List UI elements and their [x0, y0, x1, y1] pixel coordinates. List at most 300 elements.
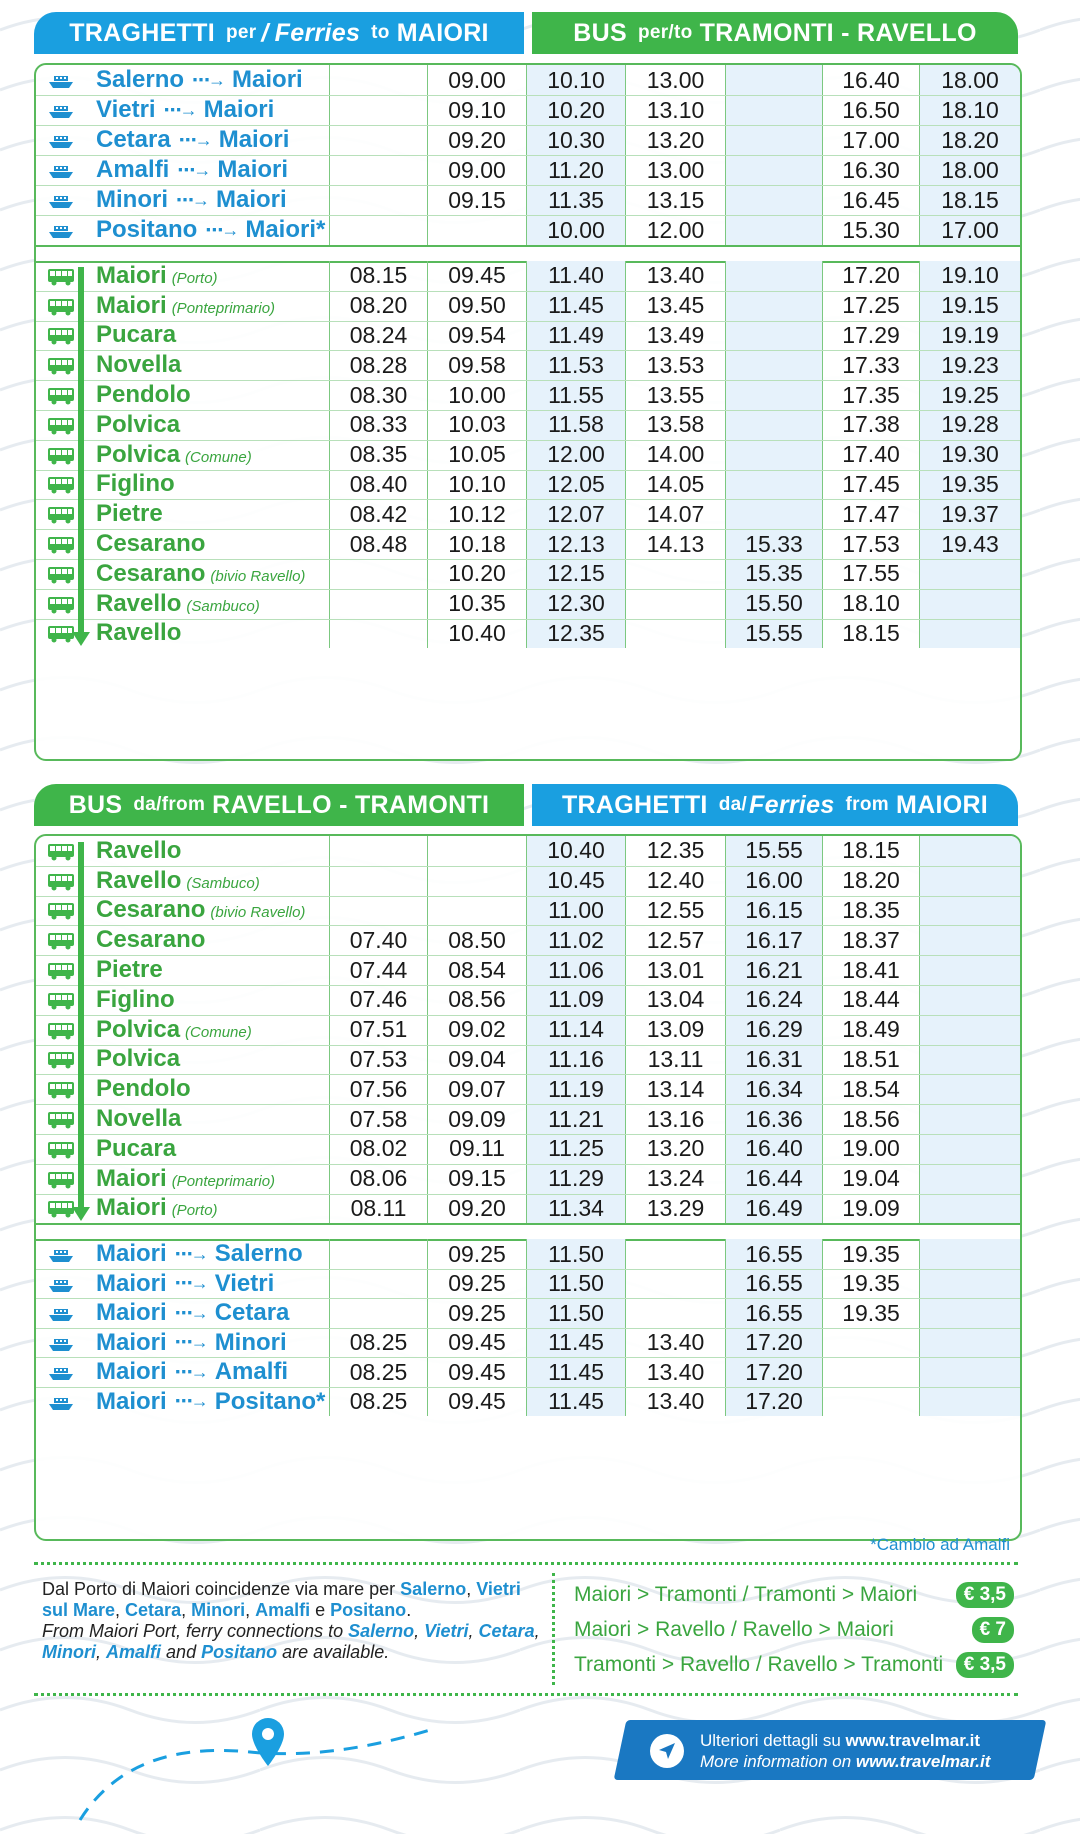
time-cell — [823, 1328, 920, 1358]
time-cell: 13.10 — [626, 95, 726, 125]
time-cell: 12.07 — [527, 499, 626, 529]
time-cell — [920, 896, 1020, 926]
time-cell: 13.00 — [626, 65, 726, 95]
time-cell — [726, 321, 823, 351]
time-cell: 09.02 — [428, 1015, 527, 1045]
time-cell: 08.25 — [330, 1357, 428, 1387]
time-cell: 16.29 — [726, 1015, 823, 1045]
time-cell: 19.00 — [823, 1134, 920, 1164]
bus-icon — [46, 900, 76, 920]
bus-icon — [46, 325, 76, 345]
bus-stop-row — [36, 261, 1020, 291]
bus-stop-row — [36, 410, 1020, 440]
time-cell: 12.13 — [527, 529, 626, 559]
time-cell: 08.28 — [330, 350, 428, 380]
destination-label: Maiori — [203, 96, 275, 123]
route-decoration — [70, 1700, 510, 1830]
time-cell: 07.51 — [330, 1015, 428, 1045]
time-cell — [726, 410, 823, 440]
destination-label: Maiori — [216, 186, 287, 213]
time-cell: 17.00 — [920, 215, 1020, 245]
time-cell: 09.20 — [428, 1194, 527, 1224]
bus-icon — [46, 594, 76, 614]
ferry-route-row — [36, 1328, 1020, 1358]
time-cell — [428, 215, 527, 245]
time-cell: 17.40 — [823, 440, 920, 470]
time-cell — [330, 65, 428, 95]
time-cell — [726, 155, 823, 185]
stop-detail: (Comune) — [185, 1023, 252, 1041]
time-cell: 11.40 — [527, 261, 626, 291]
time-cell: 19.09 — [823, 1194, 920, 1224]
time-cell: 07.53 — [330, 1045, 428, 1075]
time-cell — [626, 619, 726, 649]
stop-name: Pendolo — [96, 381, 191, 409]
bus-stop-row — [36, 350, 1020, 380]
route-arrow-icon: ⋯→ — [174, 1361, 207, 1382]
ferry-route-row — [36, 185, 1020, 215]
bus-icon — [46, 1109, 76, 1129]
time-cell: 08.40 — [330, 470, 428, 500]
origin-label: Maiori — [96, 1240, 167, 1268]
row-divider — [36, 1045, 1020, 1046]
stop-name: Ravello — [96, 836, 182, 864]
ferry-icon — [46, 1244, 76, 1264]
time-cell: 15.50 — [726, 589, 823, 619]
time-cell: 10.00 — [527, 215, 626, 245]
time-cell — [726, 470, 823, 500]
time-cell: 09.07 — [428, 1074, 527, 1104]
origin-label: Salerno — [96, 66, 185, 93]
route-name-cell — [36, 125, 330, 155]
time-cell: 18.41 — [823, 955, 920, 985]
bus-icon — [46, 1079, 76, 1099]
time-cell: 08.20 — [330, 291, 428, 321]
bus-icon — [46, 504, 76, 524]
bus-stop-row — [36, 529, 1020, 559]
time-cell: 17.45 — [823, 470, 920, 500]
time-cell: 08.56 — [428, 985, 527, 1015]
time-cell: 17.55 — [823, 559, 920, 589]
time-cell — [330, 589, 428, 619]
time-cell: 18.20 — [823, 866, 920, 896]
time-cell — [920, 1074, 1020, 1104]
row-divider — [36, 440, 1020, 441]
fare-row: Maiori > Tramonti / Tramonti > Maiori € 3,5 — [574, 1577, 1014, 1612]
time-cell: 13.20 — [626, 125, 726, 155]
route-name-cell — [36, 1387, 330, 1417]
time-cell: 19.35 — [823, 1298, 920, 1328]
ferry-icon — [46, 190, 76, 210]
bus-stop-row — [36, 321, 1020, 351]
time-cell: 17.33 — [823, 350, 920, 380]
time-cell — [920, 589, 1020, 619]
stop-name: Cesarano — [96, 926, 206, 954]
time-cell: 11.25 — [527, 1134, 626, 1164]
time-cell: 13.40 — [626, 261, 726, 291]
ferry-route-row — [36, 1387, 1020, 1417]
route-arrow-icon: ⋯→ — [176, 189, 208, 210]
time-cell: 11.45 — [527, 1357, 626, 1387]
bus-stop-row — [36, 380, 1020, 410]
time-cell: 11.53 — [527, 350, 626, 380]
row-divider — [36, 350, 1020, 351]
stop-name: Ravello — [96, 619, 182, 647]
time-cell: 19.28 — [920, 410, 1020, 440]
time-cell: 08.25 — [330, 1387, 428, 1417]
ferry-icon — [46, 130, 76, 150]
time-cell: 11.34 — [527, 1194, 626, 1224]
time-cell: 11.49 — [527, 321, 626, 351]
time-cell: 19.35 — [920, 470, 1020, 500]
row-divider — [36, 380, 1020, 381]
route-name-cell — [36, 1239, 330, 1269]
time-cell: 11.29 — [527, 1164, 626, 1194]
time-cell — [330, 619, 428, 649]
row-divider — [36, 185, 1020, 186]
time-cell: 08.02 — [330, 1134, 428, 1164]
time-cell: 12.00 — [527, 440, 626, 470]
fare-price: € 3,5 — [956, 1652, 1014, 1678]
route-arrow-icon: ⋯→ — [174, 1273, 207, 1294]
row-divider — [36, 1387, 1020, 1388]
time-cell: 11.45 — [527, 1387, 626, 1417]
route-arrow-icon: ⋯→ — [177, 159, 210, 180]
time-cell: 14.13 — [626, 529, 726, 559]
row-divider — [36, 321, 1020, 322]
time-cell: 09.15 — [428, 185, 527, 215]
time-cell: 08.24 — [330, 321, 428, 351]
time-cell: 19.15 — [920, 291, 1020, 321]
bus-icon — [46, 1020, 76, 1040]
time-cell: 10.18 — [428, 529, 527, 559]
stop-name: Pietre — [96, 956, 163, 984]
time-cell: 12.57 — [626, 925, 726, 955]
bus-icon — [46, 930, 76, 950]
time-cell: 17.53 — [823, 529, 920, 559]
time-cell: 17.00 — [823, 125, 920, 155]
stop-name: Cesarano — [96, 530, 206, 558]
ferry-icon — [46, 100, 76, 120]
time-cell: 10.20 — [428, 559, 527, 589]
bus-stop-row — [36, 499, 1020, 529]
time-cell: 09.11 — [428, 1134, 527, 1164]
bus-icon — [46, 266, 76, 286]
time-cell: 10.00 — [428, 380, 527, 410]
timetable-return — [34, 834, 1022, 1541]
time-cell — [330, 559, 428, 589]
bus-stop-row — [36, 619, 1020, 649]
route-name-cell — [36, 1328, 330, 1358]
row-divider — [36, 1328, 1020, 1329]
time-cell — [626, 1269, 726, 1299]
origin-label: Amalfi — [96, 156, 170, 183]
time-cell: 15.35 — [726, 559, 823, 589]
stop-detail: (Sambuco) — [186, 874, 260, 892]
time-cell: 16.36 — [726, 1104, 823, 1134]
time-cell: 19.25 — [920, 380, 1020, 410]
time-cell: 13.15 — [626, 185, 726, 215]
row-divider — [36, 470, 1020, 471]
origin-label: Maiori — [96, 1328, 167, 1356]
time-cell — [726, 65, 823, 95]
time-cell: 13.04 — [626, 985, 726, 1015]
time-cell — [330, 155, 428, 185]
ferry-route-row — [36, 1239, 1020, 1269]
bus-icon — [46, 1049, 76, 1069]
time-cell: 18.56 — [823, 1104, 920, 1134]
stop-name: Polvica (Comune) — [96, 1015, 252, 1043]
time-cell: 18.37 — [823, 925, 920, 955]
time-cell: 11.58 — [527, 410, 626, 440]
bus-stop-row — [36, 1015, 1020, 1045]
bus-stop-row — [36, 589, 1020, 619]
ferry-route-row — [36, 1357, 1020, 1387]
stop-name: Maiori (Ponteprimario) — [96, 1164, 276, 1192]
website-banner-content[interactable]: Ulteriori dettagli su www.travelmar.it More information on www.travelmar.it — [650, 1724, 1030, 1778]
row-divider — [36, 1298, 1020, 1299]
bus-icon — [46, 960, 76, 980]
time-cell: 08.54 — [428, 955, 527, 985]
header-ferries-to-maiori: TRAGHETTI per / Ferries to MAIORI — [34, 12, 524, 54]
time-cell: 13.55 — [626, 380, 726, 410]
time-cell: 17.38 — [823, 410, 920, 440]
bus-stop-row — [36, 896, 1020, 926]
time-cell: 18.49 — [823, 1015, 920, 1045]
ferry-icon — [46, 1303, 76, 1323]
time-cell — [626, 1298, 726, 1328]
time-cell: 13.01 — [626, 955, 726, 985]
time-cell: 07.44 — [330, 955, 428, 985]
time-cell — [726, 261, 823, 291]
website-link: www.travelmar.it — [845, 1731, 980, 1750]
time-cell: 19.23 — [920, 350, 1020, 380]
bus-icon — [46, 1139, 76, 1159]
stop-name: Pendolo — [96, 1075, 191, 1103]
ferry-route-row — [36, 95, 1020, 125]
row-divider — [36, 1015, 1020, 1016]
time-cell: 16.55 — [726, 1298, 823, 1328]
ferry-route-row — [36, 215, 1020, 245]
route-name-cell — [36, 155, 330, 185]
time-cell: 10.12 — [428, 499, 527, 529]
connections-text: Dal Porto di Maiori coincidenze via mare per Salerno, Vietri sul Mare, Cetara, Minori, Amalfi e Positano. From Maiori Port, ferry connections to Salerno, Vietri, Cetara, Minori, Amalfi and Positano are available. — [42, 1579, 540, 1662]
time-cell: 14.05 — [626, 470, 726, 500]
bus-stop-row — [36, 1045, 1020, 1075]
time-cell: 11.02 — [527, 925, 626, 955]
row-divider — [36, 291, 1020, 292]
stop-name: Figlino — [96, 470, 175, 498]
time-cell: 13.24 — [626, 1164, 726, 1194]
ferry-icon — [46, 1392, 76, 1412]
destination-label: Positano* — [214, 1387, 326, 1415]
time-cell: 10.03 — [428, 410, 527, 440]
time-cell — [920, 1239, 1020, 1269]
time-cell — [920, 1269, 1020, 1299]
time-cell — [726, 380, 823, 410]
route-name-cell — [36, 185, 330, 215]
time-cell: 13.29 — [626, 1194, 726, 1224]
time-cell: 09.45 — [428, 261, 527, 291]
ferry-icon — [46, 1362, 76, 1382]
time-cell — [823, 1357, 920, 1387]
time-cell: 11.50 — [527, 1269, 626, 1299]
ferry-icon — [46, 1333, 76, 1353]
time-cell: 09.25 — [428, 1269, 527, 1299]
time-cell: 18.54 — [823, 1074, 920, 1104]
time-cell: 16.45 — [823, 185, 920, 215]
time-cell: 17.25 — [823, 291, 920, 321]
time-cell — [726, 95, 823, 125]
origin-label: Maiori — [96, 1387, 167, 1415]
time-cell: 12.40 — [626, 866, 726, 896]
origin-label: Vietri — [96, 96, 156, 123]
time-cell: 16.55 — [726, 1239, 823, 1269]
time-cell — [626, 1239, 726, 1269]
row-divider — [36, 529, 1020, 530]
footnote: *Cambio ad Amalfi — [870, 1535, 1010, 1554]
stop-name: Figlino — [96, 985, 175, 1013]
time-cell: 07.46 — [330, 985, 428, 1015]
timetable-outbound — [34, 63, 1022, 761]
time-cell: 13.14 — [626, 1074, 726, 1104]
ferry-route-row — [36, 155, 1020, 185]
time-cell — [920, 619, 1020, 649]
row-divider — [36, 1074, 1020, 1075]
time-cell: 10.40 — [428, 619, 527, 649]
time-cell: 08.33 — [330, 410, 428, 440]
bus-stop-row — [36, 866, 1020, 896]
route-name-cell — [36, 1298, 330, 1328]
time-cell: 08.06 — [330, 1164, 428, 1194]
bus-stop-row — [36, 955, 1020, 985]
bus-stop-row — [36, 1134, 1020, 1164]
time-cell: 18.51 — [823, 1045, 920, 1075]
stop-name: Maiori (Porto) — [96, 261, 218, 289]
time-cell: 16.21 — [726, 955, 823, 985]
info-box — [34, 1562, 1018, 1696]
time-cell — [920, 925, 1020, 955]
fare-row: Tramonti > Ravello / Ravello > Tramonti € 3,5 — [574, 1647, 1014, 1682]
time-cell — [330, 1239, 428, 1269]
time-cell — [920, 1164, 1020, 1194]
time-cell — [920, 1104, 1020, 1134]
time-cell: 07.58 — [330, 1104, 428, 1134]
stop-name: Maiori (Porto) — [96, 1194, 218, 1222]
route-arrow-icon: ⋯→ — [174, 1302, 207, 1323]
time-cell: 10.35 — [428, 589, 527, 619]
time-cell: 08.15 — [330, 261, 428, 291]
time-cell: 13.53 — [626, 350, 726, 380]
time-cell: 11.06 — [527, 955, 626, 985]
time-cell: 18.00 — [920, 65, 1020, 95]
time-cell: 10.40 — [527, 836, 626, 866]
time-cell: 11.45 — [527, 1328, 626, 1358]
time-cell: 13.49 — [626, 321, 726, 351]
time-cell: 09.00 — [428, 65, 527, 95]
stop-name: Novella — [96, 351, 182, 379]
time-cell: 08.48 — [330, 529, 428, 559]
bus-stop-row — [36, 440, 1020, 470]
route-arrow-icon: ⋯→ — [163, 99, 196, 120]
time-cell: 11.00 — [527, 896, 626, 926]
stop-name: Ravello (Sambuco) — [96, 589, 260, 617]
bus-stop-row — [36, 291, 1020, 321]
stop-name: Polvica (Comune) — [96, 440, 252, 468]
info-divider — [552, 1573, 555, 1685]
origin-label: Cetara — [96, 126, 171, 153]
bus-stop-row — [36, 1164, 1020, 1194]
time-cell: 08.50 — [428, 925, 527, 955]
stop-detail: (Comune) — [185, 448, 252, 466]
row-divider — [36, 1194, 1020, 1195]
time-cell: 11.55 — [527, 380, 626, 410]
stop-detail: (Ponteprimario) — [171, 299, 276, 317]
row-divider — [36, 410, 1020, 411]
route-arrow-icon: ⋯→ — [192, 69, 225, 90]
time-cell — [330, 95, 428, 125]
time-cell: 19.37 — [920, 499, 1020, 529]
ferry-route-row — [36, 125, 1020, 155]
time-cell — [428, 836, 527, 866]
route-name-cell — [36, 95, 330, 125]
time-cell — [823, 1387, 920, 1417]
time-cell: 13.45 — [626, 291, 726, 321]
stop-detail: (bivio Ravello) — [210, 904, 306, 922]
row-divider — [36, 1164, 1020, 1165]
stop-name: Novella — [96, 1105, 182, 1133]
time-cell: 09.25 — [428, 1239, 527, 1269]
time-cell — [330, 1269, 428, 1299]
website-link-en: www.travelmar.it — [855, 1752, 991, 1771]
time-cell: 10.30 — [527, 125, 626, 155]
time-cell — [920, 866, 1020, 896]
row-divider — [36, 1134, 1020, 1135]
stop-name: Polvica — [96, 1045, 181, 1073]
time-cell: 12.15 — [527, 559, 626, 589]
bus-icon — [46, 355, 76, 375]
bus-stop-row — [36, 470, 1020, 500]
header-ferries-from-maiori: TRAGHETTI da/ Ferries from MAIORI — [532, 784, 1018, 826]
time-cell — [726, 125, 823, 155]
time-cell: 12.00 — [626, 215, 726, 245]
stop-detail: (Sambuco) — [186, 597, 260, 615]
bus-stop-row — [36, 1104, 1020, 1134]
time-cell — [428, 896, 527, 926]
bus-icon — [46, 445, 76, 465]
time-cell: 19.19 — [920, 321, 1020, 351]
time-cell: 11.35 — [527, 185, 626, 215]
bus-icon — [46, 534, 76, 554]
time-cell — [920, 559, 1020, 589]
time-cell: 17.35 — [823, 380, 920, 410]
time-cell — [920, 1045, 1020, 1075]
location-pin-icon — [252, 1718, 284, 1766]
route-arrow-icon: ⋯→ — [174, 1332, 207, 1353]
time-cell: 13.16 — [626, 1104, 726, 1134]
time-cell: 16.49 — [726, 1194, 823, 1224]
time-cell: 11.50 — [527, 1239, 626, 1269]
fare-row: Maiori > Ravello / Ravello > Maiori € 7 — [574, 1612, 1014, 1647]
time-cell: 16.50 — [823, 95, 920, 125]
time-cell: 17.20 — [726, 1357, 823, 1387]
route-name-cell — [36, 215, 330, 245]
route-arrow-icon: ⋯→ — [205, 219, 238, 240]
bus-stop-row — [36, 925, 1020, 955]
time-cell: 12.30 — [527, 589, 626, 619]
time-cell: 07.40 — [330, 925, 428, 955]
time-cell: 16.17 — [726, 925, 823, 955]
